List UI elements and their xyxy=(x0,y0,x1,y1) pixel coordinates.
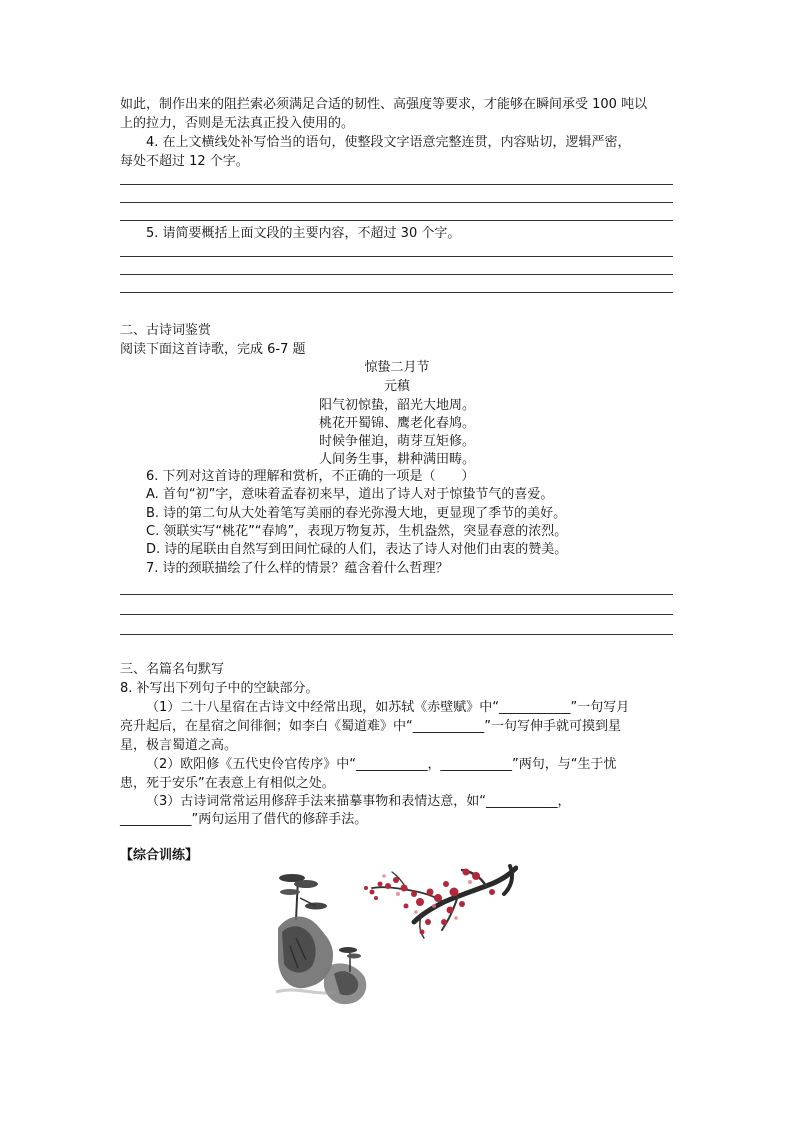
section-2-title: 二、古诗词鉴赏 xyxy=(120,323,212,338)
question-8-part-3-cont: ___________”两句运用了借代的修辞手法。 xyxy=(120,812,368,827)
plum-blossom-illustration xyxy=(358,862,518,942)
question-8-part-1-cont: 星，极言蜀道之高。 xyxy=(120,738,238,753)
poem-author: 元稹 xyxy=(383,379,410,394)
answer-line[interactable] xyxy=(120,184,673,185)
question-8-stem: 8. 补写出下列句子中的空缺部分。 xyxy=(120,681,319,696)
question-7-stem: 7. 诗的颈联描绘了什么样的情景？蕴含着什么哲理？ xyxy=(146,561,449,576)
passage-line: 如此，制作出来的阻拦索必须满足合适的韧性、高强度等要求，才能够在瞬间承受 100 吨以 xyxy=(120,97,648,112)
option-b[interactable]: B. 诗的第二句从大处着笔写美丽的春光弥漫大地，更显现了季节的美好。 xyxy=(146,506,567,521)
question-8-part-3: （3）古诗词常常运用修辞手法来描摹事物和表情达意，如“___________， xyxy=(146,794,571,809)
question-4-stem-cont: 每处不超过 12 个字。 xyxy=(120,154,249,169)
poem-line: 时候争催迫，萌芽互矩修。 xyxy=(318,434,475,449)
question-8-part-1: （1）二十八星宿在古诗文中经常出现，如苏轼《赤壁赋》中“___________”一句写月 xyxy=(146,700,630,715)
answer-line[interactable] xyxy=(120,594,673,595)
answer-line[interactable] xyxy=(120,202,673,203)
question-6-stem: 6. 下列对这首诗的理解和赏析，不正确的一项是（ ） xyxy=(146,469,475,484)
question-4-stem: 4. 在上文横线处补写恰当的语句，使整段文字语意完整连贯，内容贴切，逻辑严密， xyxy=(146,135,631,150)
option-d[interactable]: D. 诗的尾联由自然写到田间忙碌的人们，表达了诗人对他们由衷的赞美。 xyxy=(146,542,568,557)
blossom-icon xyxy=(364,869,495,935)
passage-line: 上的拉力，否则是无法真正投入使用的。 xyxy=(120,116,355,131)
option-a[interactable]: A. 首句“初”字，意味着孟春初来早，道出了诗人对于惊蛰节气的喜爱。 xyxy=(146,487,554,502)
answer-line[interactable] xyxy=(120,292,673,293)
answer-line[interactable] xyxy=(120,256,673,257)
question-5-stem: 5. 请简要概括上面文段的主要内容，不超过 30 个字。 xyxy=(146,226,461,241)
section-3-title: 三、名篇名句默写 xyxy=(120,662,225,677)
answer-line[interactable] xyxy=(120,274,673,275)
poem-line: 人间务生事，耕种满田畴。 xyxy=(318,452,475,467)
answer-line[interactable] xyxy=(120,220,673,221)
section-2-intro: 阅读下面这首诗歌，完成 6-7 题 xyxy=(120,342,306,357)
answer-line[interactable] xyxy=(120,634,673,635)
training-heading: 【综合训练】 xyxy=(120,848,199,863)
pine-tree-icon xyxy=(279,874,327,920)
poem-line: 阳气初惊蛰，韶光大地周。 xyxy=(318,398,475,413)
poem-line: 桃花开蜀锦、鹰老化春鸠。 xyxy=(318,416,475,431)
question-8-part-2: （2）欧阳修《五代史伶官传序》中“___________，___________”两句，与“生于忧 xyxy=(146,757,617,772)
poem-title: 惊蛰二月节 xyxy=(364,360,430,375)
option-c[interactable]: C. 领联实写“桃花”“春鸠”，表现万物复苏，生机盎然，突显春意的浓烈。 xyxy=(146,524,568,539)
question-8-part-2-cont: 患，死于安乐”在表意上有相似之处。 xyxy=(120,776,335,791)
branch-icon xyxy=(372,866,516,938)
question-8-part-1-cont: 亮升起后，在星宿之间徘徊；如李白《蜀道难》中“___________”一句写伸手就可摸到星 xyxy=(120,719,621,734)
answer-line[interactable] xyxy=(120,614,673,615)
